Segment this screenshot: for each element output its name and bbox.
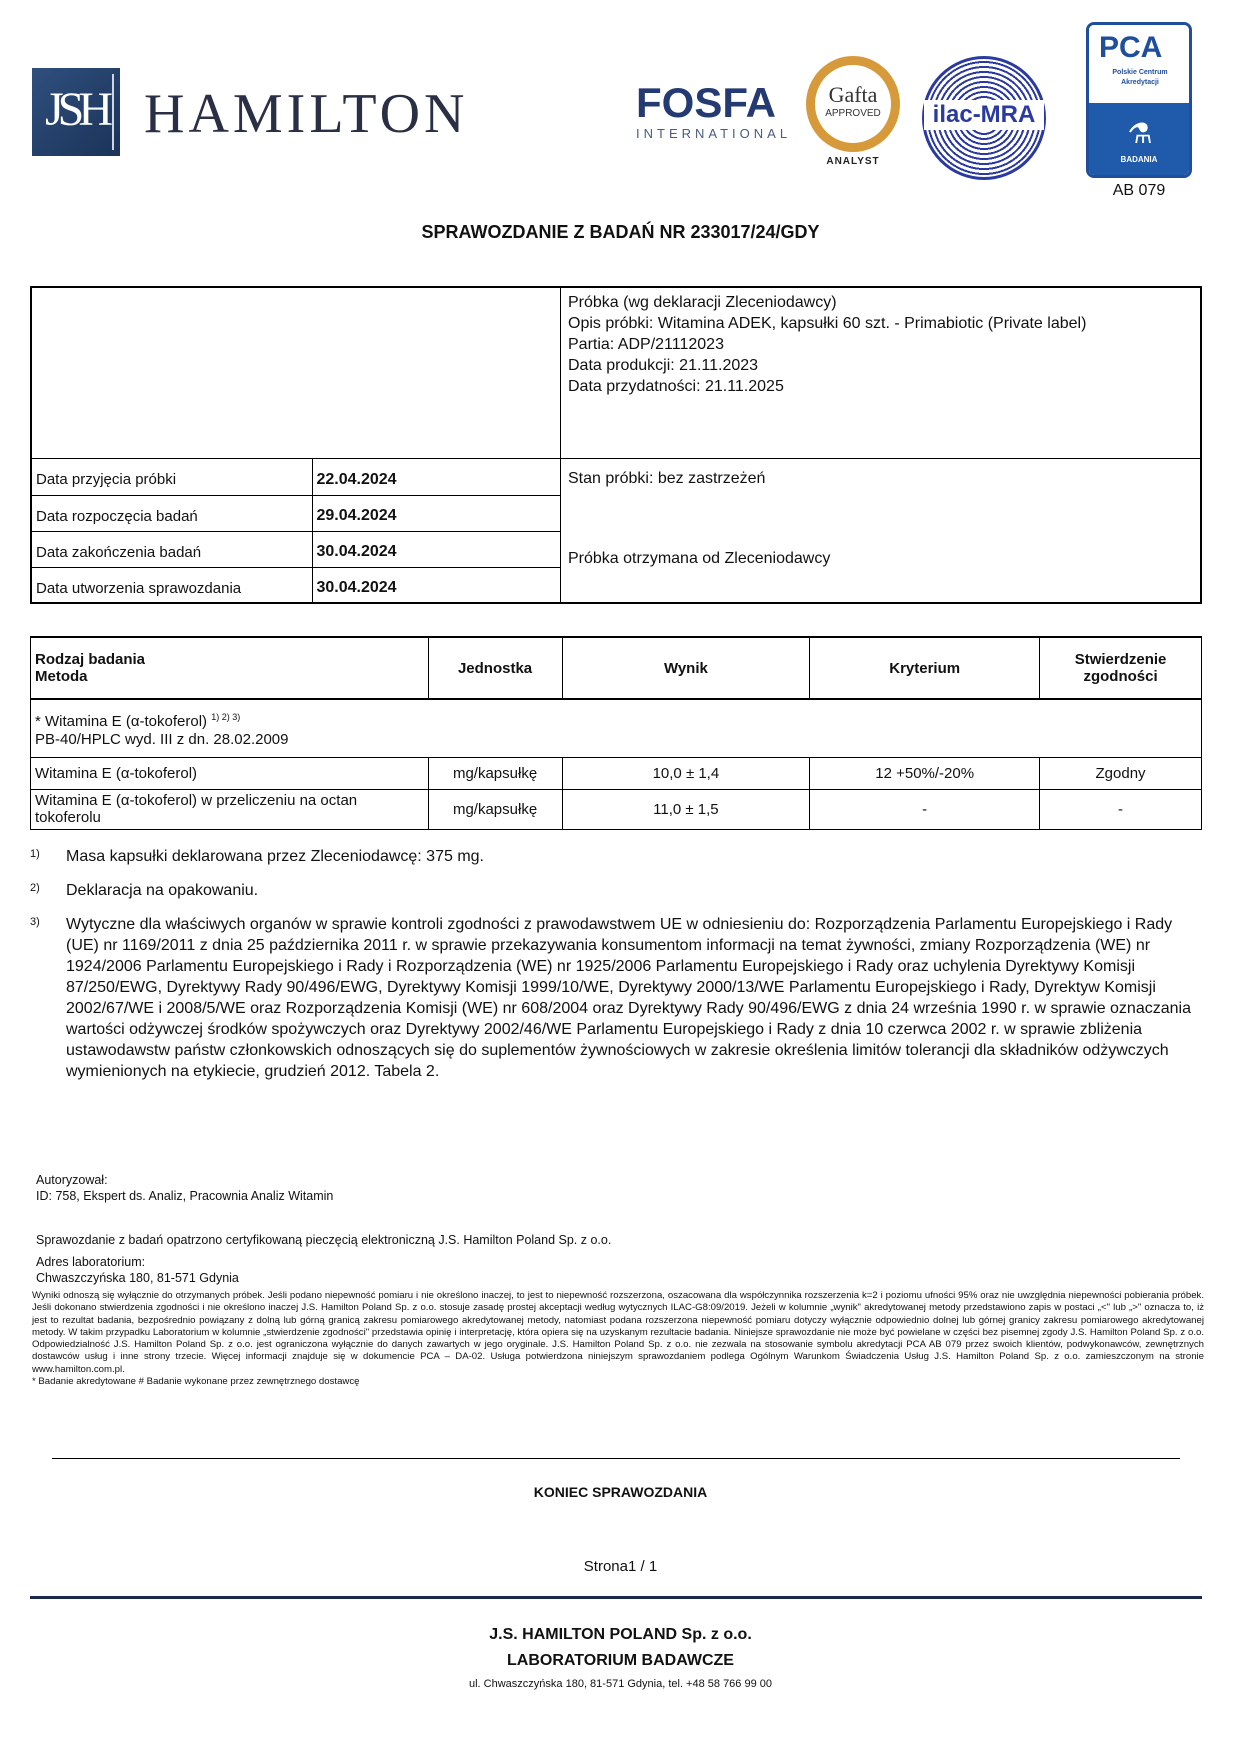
row-conformity: - [1040,789,1202,829]
header-conformity: Stwierdzenie zgodności [1040,637,1202,699]
header-criterion: Kryterium [810,637,1040,699]
date-label: Data przyjęcia próbki [32,459,312,495]
accreditation-legend: * Badanie akredytowane # Badanie wykonane przez zewnętrznego dostawcę [32,1376,360,1388]
fosfa-wordmark: FOSFA [636,79,777,126]
row-unit: mg/kapsułkę [428,789,562,829]
row-result: 11,0 ± 1,5 [562,789,810,829]
method-row [31,699,1202,757]
footer-company: J.S. HAMILTON POLAND Sp. z o.o. [489,1626,752,1643]
certification-note: Sprawozdanie z badań opatrzono certyfikowaną pieczęcią elektroniczną J.S. Hamilton Poland Sp. z o.o. [36,1233,612,1247]
lab-address-value: Chwaszczyńska 180, 81-571 Gdynia [36,1271,239,1285]
gafta-analyst: ANALYST [826,156,880,167]
page-number: Strona1 / 1 [583,1558,658,1575]
method-reference: PB-40/HPLC wyd. III z dn. 28.02.2009 [35,730,289,748]
row-unit: mg/kapsułkę [428,757,562,789]
header-result: Wynik [562,637,810,699]
table-row [31,789,1202,829]
lab-address-label: Adres laboratorium: [36,1255,146,1269]
footnote-text: Wytyczne dla właściwych organów w sprawie kontroli zgodności z prawodawstwem UE w odniesieniu do: Rozporządzenia Parlamentu Europejskiego i Rady (UE) nr 1169/2011 z dnia 25 października 2011 r. w sprawie przekazywania konsumentom informacji na temat żywności, zmiany Rozporządzenia (WE) nr 1924/2006 Parlamentu Europejskiego i Rady i Rozporządzenia (WE) nr 1925/2006 Parlamentu Europejskiego i Rady oraz uchylenia Dyrektywy Komisji 87/250/EWG, Dyrektywy Rady 90/496/EWG, Dyrektywy Komisji 1999/10/WE, Dyrektywy 2000/13/WE Parlamentu Europejskiego i Rady, Dyrektyw Komisji 2002/67/WE i 2008/5/WE oraz Rozporządzenia Komisji (WE) nr 608/2004 oraz Dyrektywy Rady 90/496/EWG z dnia 24 września 1990 r. w sprawie oznaczania wartości odżywczej środków spożywczych oraz Dyrektywy 2002/46/WE Parlamentu Europejskiego i Rady z dnia 10 czerwca 2002 r. w sprawie zbliżenia ustawodawstw państw członkowskich odnoszących się do suplementów żywnościowych w zakresie określenia limitów tolerancji dla składników odżywczych wymienionych na etykiecie, grudzień 2012. Tabela 2. [66,916,1191,1080]
row-result: 10,0 ± 1,4 [562,757,810,789]
sample-description [568,292,1198,397]
fosfa-subtitle: INTERNATIONAL [636,126,792,141]
gafta-wordmark: Gafta [828,82,878,107]
dates-table [32,459,560,603]
date-row [32,567,560,603]
footer-divider [30,1596,1202,1599]
method-analyte: * Witamina E (α-tokoferol) [35,712,208,730]
sample-received-from: Próbka otrzymana od Zleceniodawcy [568,550,831,567]
sample-batch: Partia: ADP/21112023 [568,336,724,353]
authorization-label: Autoryzował: [36,1173,108,1187]
pca-subtitle-2: Akredytacji [1121,79,1159,86]
row-analyte: Witamina E (α-tokoferol) w przeliczeniu na octan tokoferolu [31,789,429,829]
ilac-wordmark: ilac-MRA [924,100,1044,130]
pca-badania-label: BADANIA [1120,155,1158,164]
header-test-type: Rodzaj badania Metoda [31,637,429,699]
row-criterion: 12 +50%/-20% [810,757,1040,789]
footnote-number: 1) [30,848,40,860]
flask-icon: ⚗ [1127,118,1153,149]
date-label: Data utworzenia sprawozdania [32,567,312,603]
date-value: 30.04.2024 [316,579,397,597]
report-title: SPRAWOZDANIE Z BADAŃ NR 233017/24/GDY [421,222,820,242]
row-criterion: - [810,789,1040,829]
footnote-number: 2) [30,882,40,894]
end-of-report: KONIEC SPRAWOZDANIA [533,1484,708,1500]
footer-address: ul. Chwaszczyńska 180, 81-571 Gdynia, tel. +48 58 766 99 00 [469,1678,772,1690]
footnote-text: Masa kapsułki deklarowana przez Zleceniodawcę: 375 mg. [66,848,484,865]
ilac-mra-logo [922,56,1046,180]
gafta-approved: APPROVED [825,108,881,119]
authorization-block [36,1172,333,1204]
date-value: 29.04.2024 [312,495,560,531]
date-value: 22.04.2024 [312,459,560,495]
jsh-monogram-text: JSH [44,83,108,136]
pca-subtitle-1: Polskie Centrum [1112,69,1168,76]
fosfa-logo [636,79,798,142]
results-header-row [31,637,1202,699]
header-unit: Jednostka [428,637,562,699]
disclaimer-text: Wyniki odnoszą się wyłącznie do otrzymanych próbek. Jeśli podano niepewność pomiaru i nie określono inaczej, to jest to niepewność rozszerzona, oszacowana dla współczynnika rozszerzenia k=2 i poziomu ufności 95% oraz nie uwzględnia niepewności pobierania próbek. Jeśli dokonano stwierdzenia zgodności i nie określono inaczej J.S. Hamilton Poland Sp. z o.o. stosuje zasadę prostej akceptacji według wytycznych ILAC-G8:09/2019. Jeżeli w kolumnie „wynik" akredytowanej metody przedstawiono zapis w postaci „<" lub „>" oznacza to, iż jest to rezultat badania, bezpośrednio powiązany z dolną lub górną granicą zakresu pomiarowego akredytowanej metody, natomiast podana rozszerzona niepewność pomiaru dotyczy wyłącznie odpowiednio dolnej lub górnej granicy zakresu pomiarowego akredytowanej metody. W takim przypadku Laboratorium w kolumnie „stwierdzenie zgodności" przedstawia opinię i interpretację, która opiera się na uzyskanym rezultacie badania. Niniejsze sprawozdanie nie może być powielane w części bez pisemnej zgody J.S. Hamilton Poland Sp. z o.o. Odpowiedzialność J.S. Hamilton Poland Sp. z o.o. jest ograniczona wyłącznie do danych zawartych w jego oryginale. J.S. Hamilton Poland Sp. z o.o. nie zezwala na stosowanie symbolu akredytacji PCA AB 079 przez swoich klientów, podwykonawców, zewnętrznych dostawców usług i inne strony trzecie. Więcej informacji znajduje się w dokumencie PCA – DA-02. Usługa potwierdzona niniejszym sprawozdaniem podlega Ogólnym Warunkom Świadczenia Usług J.S. Hamilton Poland Sp. z o.o. zamieszczonym na stronie www.hamilton.com.pl. [32,1290,1204,1375]
date-row [32,459,560,495]
method-cell [31,699,1202,757]
sample-description-line: Opis próbki: Witamina ADEK, kapsułki 60 szt. - Primabiotic (Private label) [568,315,1087,332]
sample-heading: Próbka (wg deklaracji Zleceniodawcy) [568,294,837,311]
footnote-text: Deklaracja na opakowaniu. [66,882,259,899]
jsh-monogram-logo [32,68,120,156]
pca-wordmark: PCA [1099,31,1163,64]
pca-accreditation-code: AB 079 [1112,182,1166,199]
date-row [32,531,560,567]
disclaimer-block [32,1290,1204,1388]
footer-lab-name: LABORATORIUM BADAWCZE [507,1652,734,1669]
lab-address-block [36,1254,239,1286]
date-label: Data rozpoczęcia badań [32,495,312,531]
table-row [31,757,1202,789]
date-row [32,495,560,531]
results-table [30,636,1202,830]
row-analyte: Witamina E (α-tokoferol) [31,757,429,789]
sample-condition: Stan próbki: bez zastrzeżeń [568,470,766,487]
authorization-value: ID: 758, Ekspert ds. Analiz, Pracownia Analiz Witamin [36,1189,334,1203]
row-conformity: Zgodny [1040,757,1202,789]
method-refs: 1) 2) 3) [211,711,241,722]
hamilton-wordmark: HAMILTON [144,83,469,145]
sample-info-box [30,286,1202,604]
footnote-number: 3) [30,916,40,928]
hamilton-logo [32,68,492,156]
divider [52,1458,1180,1459]
sample-expiry-date: Data przydatności: 21.11.2025 [568,378,784,395]
date-value: 30.04.2024 [312,531,560,567]
gafta-logo [800,56,906,172]
pca-accreditation-logo [1086,22,1192,178]
date-label: Data zakończenia badań [32,531,312,567]
sample-production-date: Data produkcji: 21.11.2023 [568,357,759,374]
